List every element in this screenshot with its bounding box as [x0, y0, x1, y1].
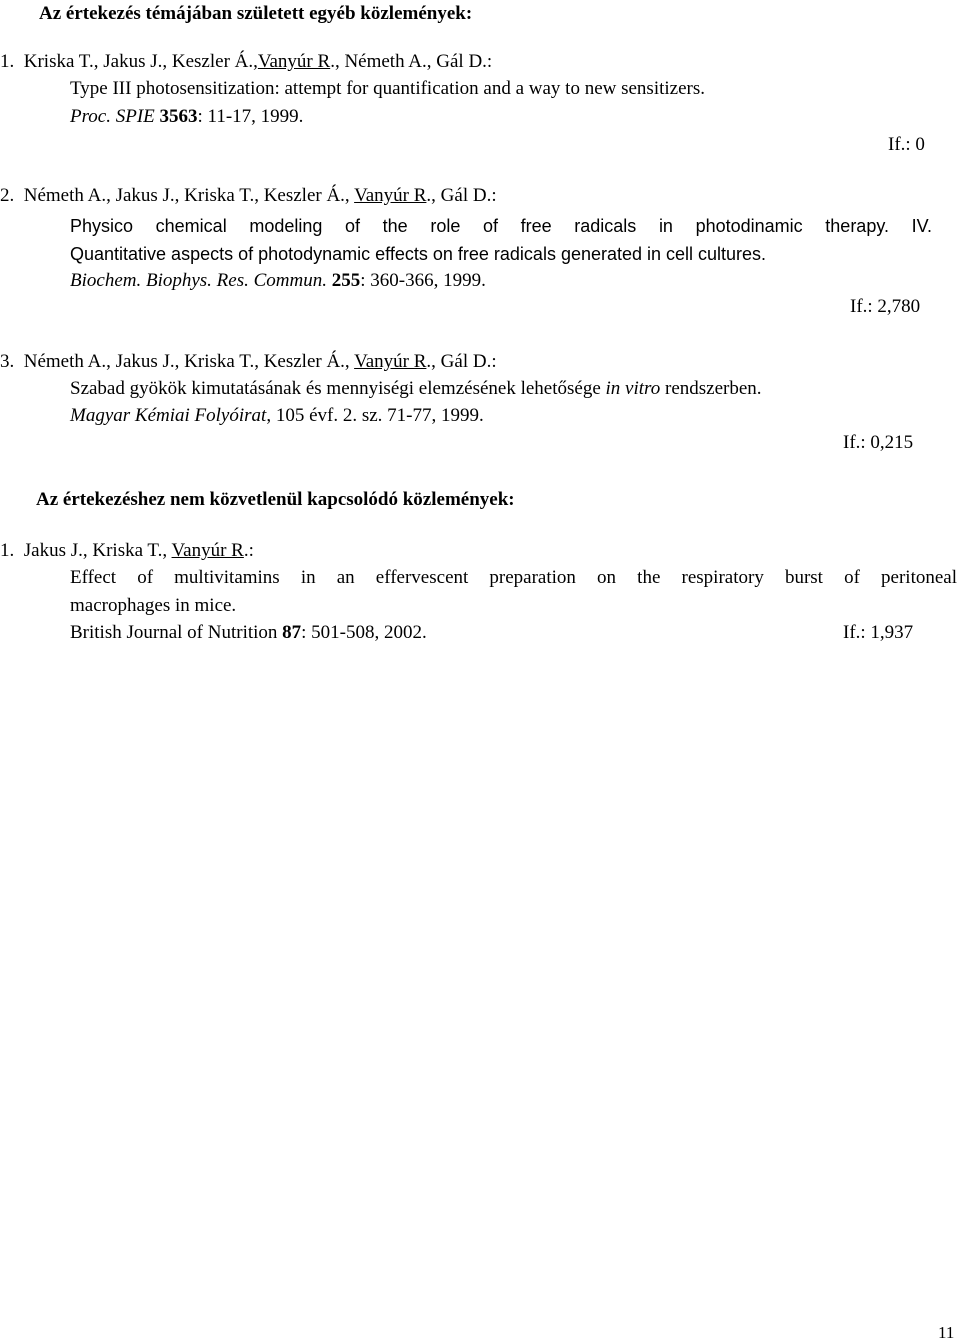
section-heading-related: Az értekezés témájában született egyéb közlemények: [39, 3, 473, 24]
impact-factor: If.: 1,937 [843, 622, 914, 643]
volume: 3563 [159, 106, 198, 127]
publication-entry [0, 540, 254, 562]
impact-factor: If.: 0,215 [843, 432, 914, 453]
publication-entry [0, 51, 492, 73]
pages-year: : 11-17, 1999. [197, 106, 304, 127]
item-number: 3. [0, 351, 15, 372]
publication-title-line: Effect of multivitamins in an effervescent preparation on the respiratory burst of peritoneal [70, 567, 957, 588]
item-number: 2. [0, 185, 15, 206]
publication-citation [70, 405, 484, 427]
publication-citation [70, 622, 427, 644]
authors: Jakus J., Kriska T., [23, 540, 168, 561]
publication-title-line: Physico chemical modeling of the role of free radicals in photodinamic therapy. IV. [70, 216, 932, 236]
title-italic: in vitro [605, 378, 661, 399]
authors-rest: ., Gál D.: [426, 185, 497, 206]
underlined-author: Vanyúr R [171, 540, 244, 561]
journal-name: Magyar Kémiai Folyóirat [70, 405, 267, 426]
journal-name: Proc. SPIE [70, 106, 155, 127]
publication-citation [70, 106, 303, 128]
item-number: 1. [0, 540, 15, 561]
pages-year: : 501-508, 2002. [301, 622, 427, 643]
journal-name: British Journal of Nutrition [70, 622, 278, 643]
publication-title-line: Quantitative aspects of photodynamic effects on free radicals generated in cell cultures. [70, 244, 767, 264]
authors: Németh A., Jakus J., Kriska T., Keszler Á., [23, 351, 350, 372]
title-text: Szabad gyökök kimutatásának és mennyiségi elemzésének lehetősége [70, 378, 601, 399]
authors: Kriska T., Jakus J., Keszler Á., [23, 51, 258, 72]
section-heading-unrelated: Az értekezéshez nem közvetlenül kapcsolódó közlemények: [36, 489, 515, 510]
volume: 255 [331, 270, 361, 291]
authors-rest: ., Gál D.: [426, 351, 497, 372]
item-number: 1. [0, 51, 15, 72]
underlined-author: Vanyúr R [257, 51, 331, 72]
underlined-author: Vanyúr R [354, 185, 427, 206]
publication-title [70, 378, 762, 400]
journal-name: Biochem. Biophys. Res. Commun. [70, 270, 327, 291]
volume: 87 [282, 622, 302, 643]
publication-citation [70, 270, 486, 292]
authors-rest: ., Németh A., Gál D.: [330, 51, 493, 72]
publication-entry [0, 185, 497, 207]
underlined-author: Vanyúr R [354, 351, 427, 372]
title-text-end: rendszerben. [665, 378, 762, 399]
publication-title-line: macrophages in mice. [70, 595, 237, 616]
impact-factor: If.: 2,780 [850, 296, 921, 317]
authors: Németh A., Jakus J., Kriska T., Keszler Á., [23, 185, 350, 206]
citation-rest: , 105 évf. 2. sz. 71-77, 1999. [266, 405, 484, 426]
authors-rest: .: [243, 540, 254, 561]
page-number: 11 [938, 1323, 955, 1342]
publication-title: Type III photosensitization: attempt for quantification and a way to new sensitizers. [70, 78, 705, 99]
impact-factor: If.: 0 [888, 134, 925, 155]
pages-year: : 360-366, 1999. [360, 270, 486, 291]
publication-entry [0, 351, 497, 373]
